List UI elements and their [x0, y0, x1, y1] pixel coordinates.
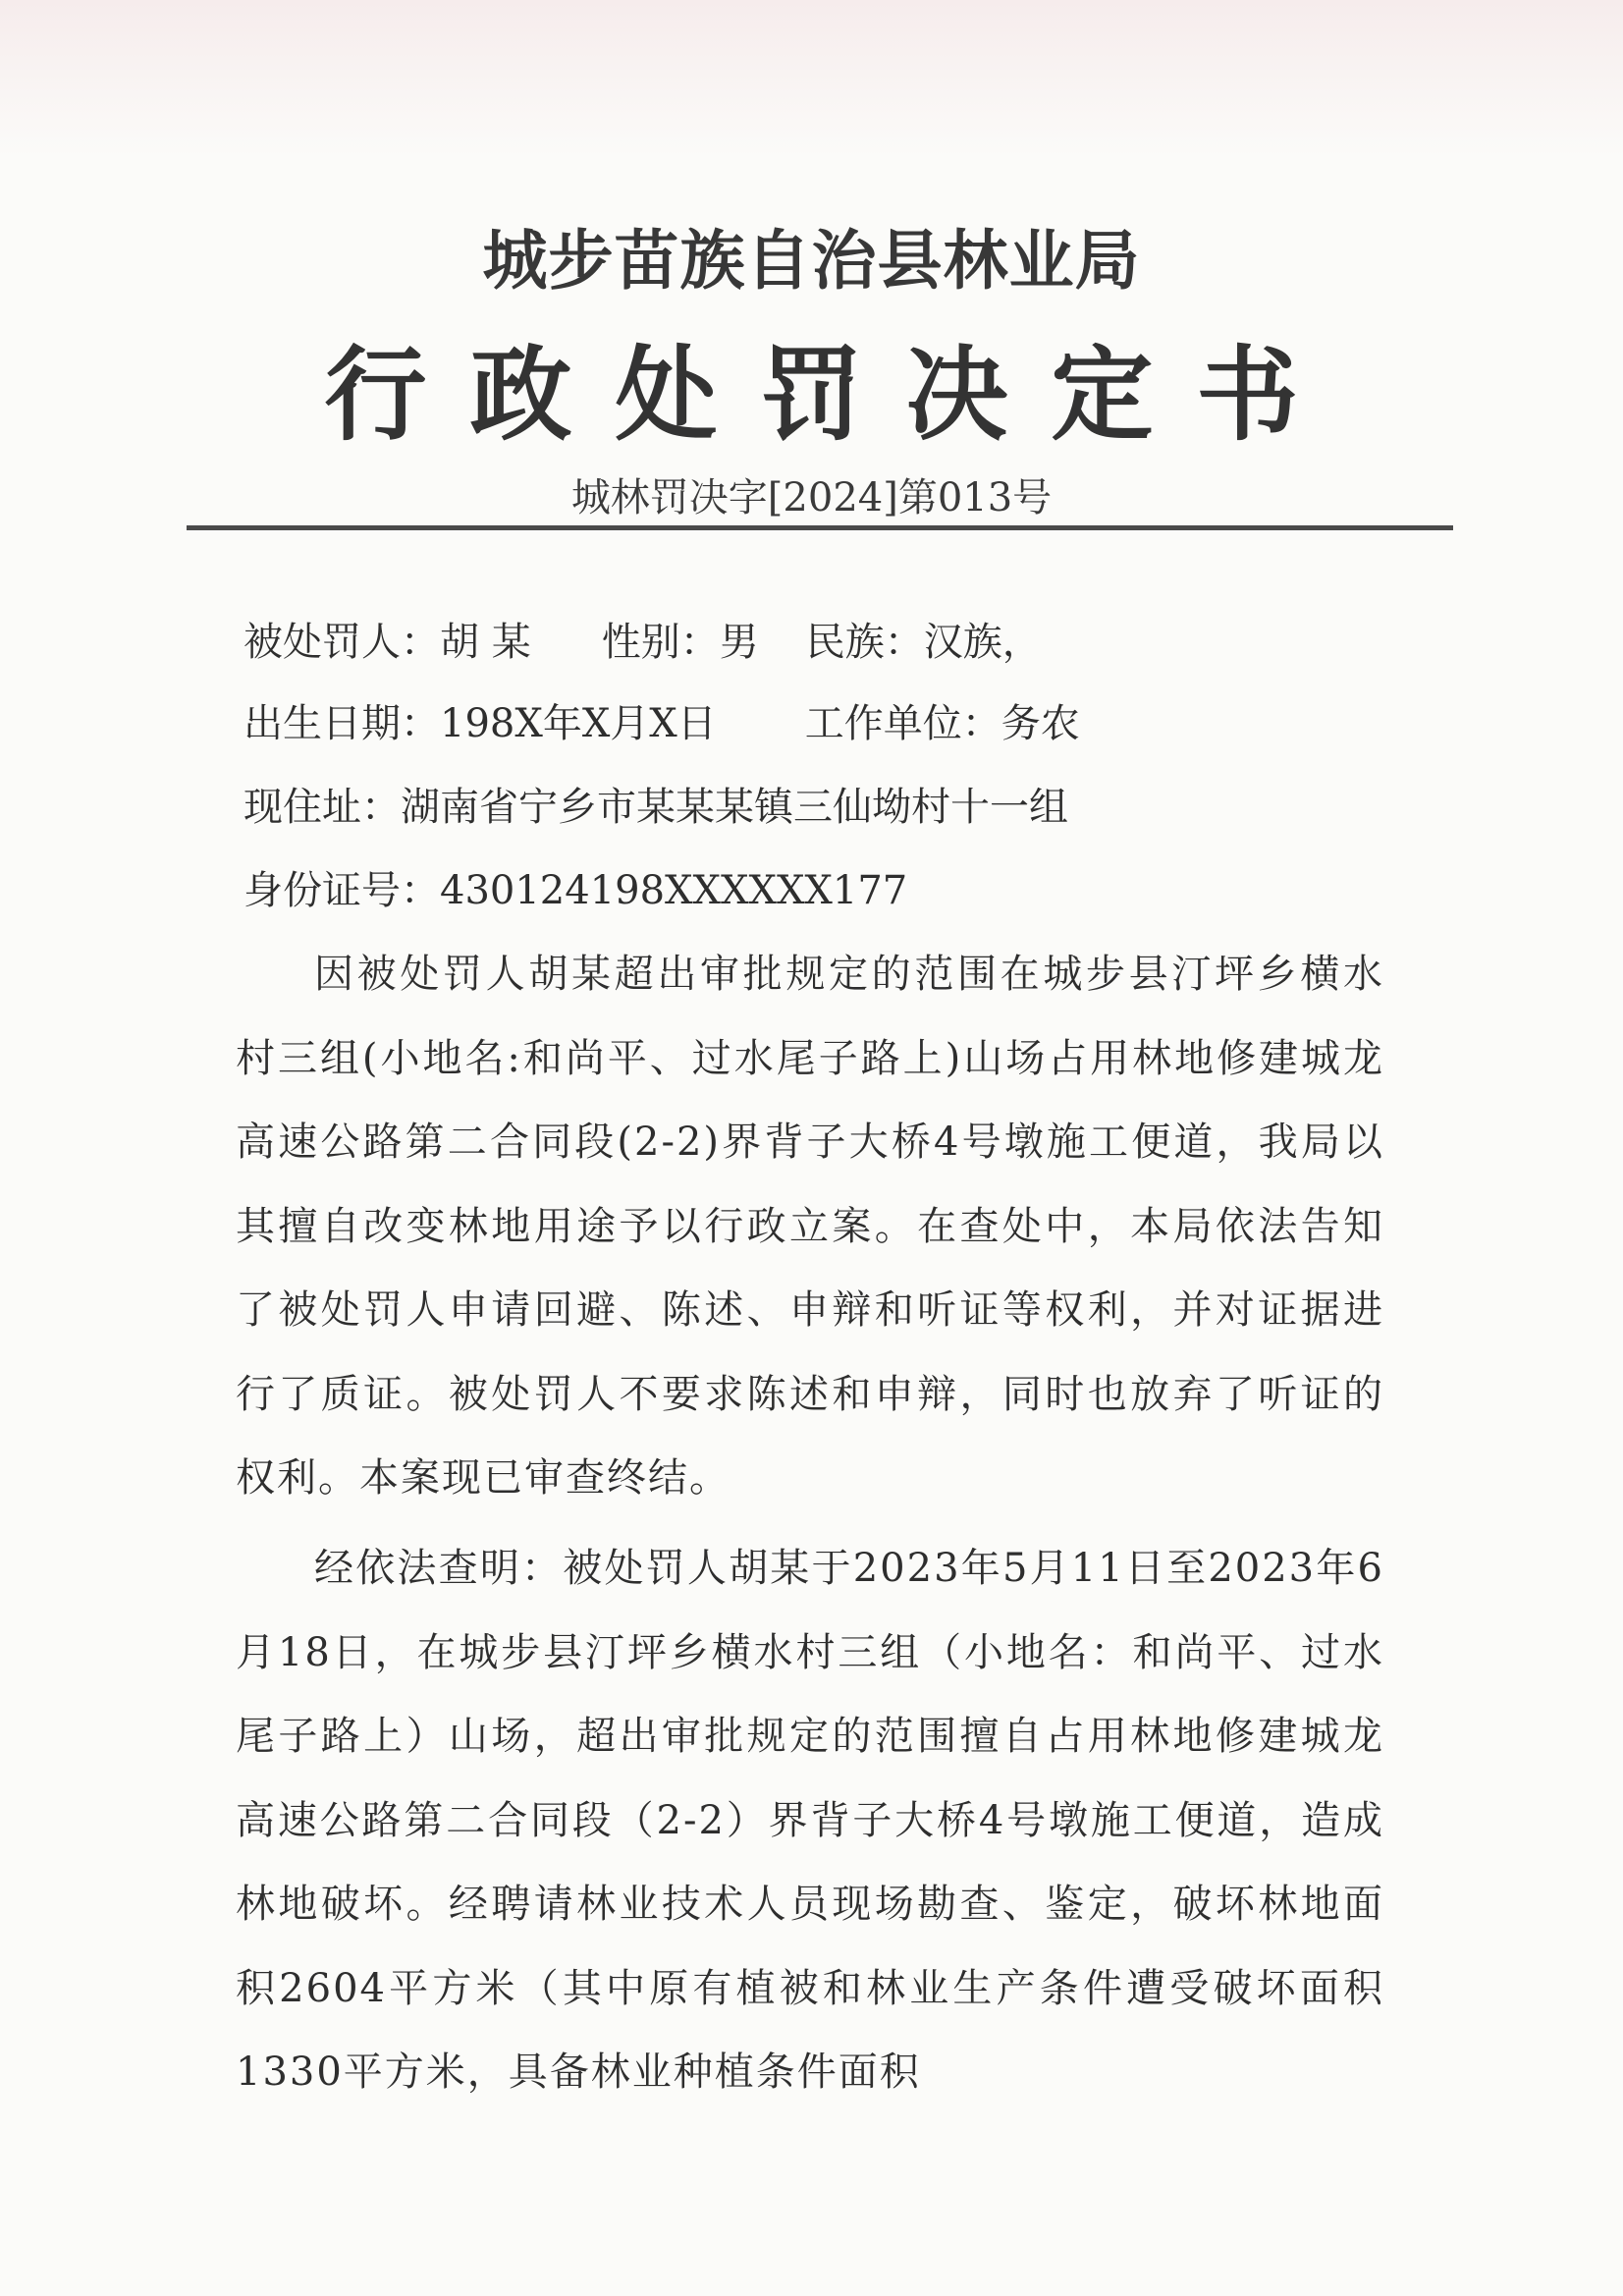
subject-gender: 性别：男	[601, 620, 759, 665]
document-title: 行政处罚决定书	[324, 335, 1342, 455]
subject-workplace: 工作单位：务农	[804, 701, 1080, 746]
issuing-authority-title: 城步苗族自治县林业局	[482, 223, 1141, 299]
subject-id-number: 身份证号：430124198XXXXXX177	[243, 868, 908, 913]
subject-ethnicity: 民族：汉族，	[805, 620, 1042, 665]
header-divider	[187, 525, 1453, 530]
page-background-tint	[0, 0, 1623, 157]
body-paragraph-2: 经依法查明：被处罚人胡某于2023年5月11日至2023年6月18日，在城步县汀坪乡横水村三组（小地名：和尚平、过水尾子路上）山场，超出审批规定的范围擅自占用林地修建城龙高速公路第二合同段（2-2）界背子大桥4号墩施工便道，造成林地破坏。经聘请林业技术人员现场勘查、鉴定，破坏林地面积2604平方米（其中原有植被和林业生产条件遭受破坏面积1330平方米，具备林业种植条件面积	[236, 1546, 1384, 2095]
body-paragraph-1: 因被处罚人胡某超出审批规定的范围在城步县汀坪乡横水村三组(小地名:和尚平、过水尾子路上)山场占用林地修建城龙高速公路第二合同段(2-2)界背子大桥4号墩施工便道，我局以其擅自改变林地用途予以行政立案。在查处中，本局依法告知了被处罚人申请回避、陈述、申辩和听证等权利，并对证据进行了质证。被处罚人不要求陈述和申辩，同时也放弃了听证的权利。本案现已审查终结。	[236, 952, 1384, 1501]
document-number: 城林罚决字[2024]第013号	[570, 475, 1053, 520]
subject-address: 现住址：湖南省宁乡市某某某镇三仙坳村十一组	[243, 785, 1068, 830]
subject-line-2	[243, 692, 1080, 748]
subject-name: 被处罚人：胡 某	[243, 620, 531, 665]
subject-line-1	[243, 611, 1042, 667]
subject-birth-date: 出生日期：198X年X月X日	[243, 701, 717, 746]
